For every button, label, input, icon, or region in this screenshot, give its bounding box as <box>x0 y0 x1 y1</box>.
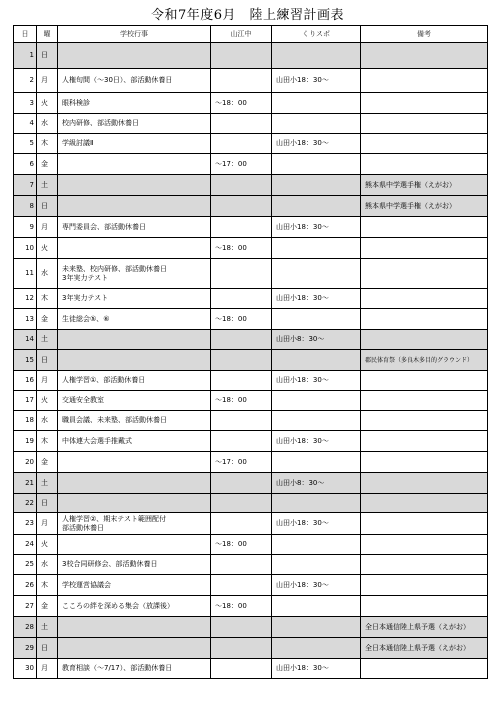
table-row <box>14 452 488 473</box>
remarks-cell <box>361 134 488 154</box>
day-cell: 12 <box>14 289 37 309</box>
remarks-cell <box>361 575 488 596</box>
schedule-body <box>14 43 488 679</box>
kurisupo-cell <box>272 452 361 473</box>
yamae-cell <box>211 555 272 575</box>
kurisupo-cell: 山田小18：30～ <box>272 289 361 309</box>
yamae-cell <box>211 289 272 309</box>
school-event-cell: 職員会議、未来塾、部活動休養日 <box>58 411 211 431</box>
school-event-cell <box>58 175 211 196</box>
remarks-cell: 熊本県中学選手権（えがお） <box>361 196 488 217</box>
table-row <box>14 638 488 659</box>
weekday-cell: 金 <box>37 154 58 175</box>
kurisupo-cell: 山田小18：30～ <box>272 69 361 93</box>
table-row <box>14 596 488 617</box>
table-row <box>14 431 488 452</box>
day-cell: 21 <box>14 473 37 494</box>
remarks-cell <box>361 411 488 431</box>
remarks-cell <box>361 93 488 114</box>
header-kurisupo: くりスポ <box>272 26 361 43</box>
weekday-cell: 日 <box>37 638 58 659</box>
weekday-cell: 月 <box>37 513 58 535</box>
weekday-cell: 火 <box>37 535 58 555</box>
yamae-cell <box>211 411 272 431</box>
school-event-cell: 専門委員会、部活動休養日 <box>58 217 211 238</box>
table-row <box>14 175 488 196</box>
kurisupo-cell <box>272 596 361 617</box>
kurisupo-cell: 山田小8：30～ <box>272 473 361 494</box>
yamae-cell <box>211 659 272 679</box>
table-row <box>14 371 488 391</box>
table-row <box>14 69 488 93</box>
school-event-cell <box>58 259 211 289</box>
remarks-cell <box>361 309 488 330</box>
day-cell: 9 <box>14 217 37 238</box>
school-event-cell <box>58 513 211 535</box>
school-event-cell <box>58 452 211 473</box>
weekday-cell: 木 <box>37 431 58 452</box>
day-cell: 5 <box>14 134 37 154</box>
kurisupo-cell: 山田小18：30～ <box>272 217 361 238</box>
header-weekday: 曜 <box>37 26 58 43</box>
school-event-cell: 人権旬間（～30日）、部活動休養日 <box>58 69 211 93</box>
table-row <box>14 494 488 513</box>
remarks-cell: 全日本通信陸上県予選（えがお） <box>361 617 488 638</box>
day-cell: 23 <box>14 513 37 535</box>
remarks-cell <box>361 330 488 350</box>
kurisupo-cell <box>272 175 361 196</box>
table-row <box>14 555 488 575</box>
weekday-cell: 金 <box>37 452 58 473</box>
day-cell: 17 <box>14 391 37 411</box>
header-remarks: 備考 <box>361 26 488 43</box>
weekday-cell: 月 <box>37 371 58 391</box>
yamae-cell <box>211 43 272 69</box>
kurisupo-cell <box>272 309 361 330</box>
remarks-cell <box>361 452 488 473</box>
weekday-cell: 土 <box>37 175 58 196</box>
header-row <box>14 26 488 43</box>
weekday-cell: 水 <box>37 555 58 575</box>
table-row <box>14 196 488 217</box>
school-event-cell <box>58 350 211 371</box>
school-event-line: 部活動休養日 <box>62 523 104 532</box>
yamae-cell <box>211 431 272 452</box>
weekday-cell: 土 <box>37 617 58 638</box>
remarks-cell <box>361 596 488 617</box>
school-event-cell: 校内研修、部活動休養日 <box>58 114 211 134</box>
yamae-cell <box>211 196 272 217</box>
remarks-cell <box>361 238 488 259</box>
yamae-cell: ～18：00 <box>211 309 272 330</box>
school-event-line: 人権学習②、期末テスト範囲配付 <box>62 514 166 523</box>
yamae-cell: ～17：00 <box>211 452 272 473</box>
day-cell: 13 <box>14 309 37 330</box>
school-event-cell: 学級討議Ⅱ <box>58 134 211 154</box>
kurisupo-cell <box>272 617 361 638</box>
kurisupo-cell <box>272 196 361 217</box>
remarks-cell <box>361 114 488 134</box>
table-row <box>14 513 488 535</box>
remarks-cell: 熊本県中学選手権（えがお） <box>361 175 488 196</box>
table-row <box>14 114 488 134</box>
day-cell: 2 <box>14 69 37 93</box>
kurisupo-cell <box>272 238 361 259</box>
day-cell: 11 <box>14 259 37 289</box>
school-event-cell <box>58 330 211 350</box>
school-event-cell: 3校合同研修会、部活動休養日 <box>58 555 211 575</box>
weekday-cell: 木 <box>37 289 58 309</box>
school-event-cell: 中体連大会選手推戴式 <box>58 431 211 452</box>
remarks-cell <box>361 494 488 513</box>
remarks-cell <box>361 154 488 175</box>
weekday-cell: 日 <box>37 350 58 371</box>
weekday-cell: 水 <box>37 411 58 431</box>
yamae-cell: ～18：00 <box>211 391 272 411</box>
yamae-cell: ～18：00 <box>211 238 272 259</box>
table-row <box>14 238 488 259</box>
table-row <box>14 350 488 371</box>
weekday-cell: 日 <box>37 196 58 217</box>
kurisupo-cell <box>272 350 361 371</box>
school-event-cell: 人権学習①、部活動休養日 <box>58 371 211 391</box>
kurisupo-cell <box>272 154 361 175</box>
kurisupo-cell <box>272 114 361 134</box>
yamae-cell <box>211 175 272 196</box>
day-cell: 25 <box>14 555 37 575</box>
school-event-cell: 3年実力テスト <box>58 289 211 309</box>
day-cell: 4 <box>14 114 37 134</box>
day-cell: 15 <box>14 350 37 371</box>
table-row <box>14 391 488 411</box>
yamae-cell: ～18：00 <box>211 535 272 555</box>
remarks-cell <box>361 289 488 309</box>
school-event-cell: 学校運営協議会 <box>58 575 211 596</box>
yamae-cell <box>211 350 272 371</box>
kurisupo-cell: 山田小18：30～ <box>272 575 361 596</box>
header-yamae: 山江中 <box>211 26 272 43</box>
day-cell: 24 <box>14 535 37 555</box>
weekday-cell: 火 <box>37 238 58 259</box>
remarks-cell <box>361 535 488 555</box>
day-cell: 3 <box>14 93 37 114</box>
yamae-cell <box>211 330 272 350</box>
day-cell: 28 <box>14 617 37 638</box>
schedule-table <box>13 25 488 679</box>
day-cell: 14 <box>14 330 37 350</box>
weekday-cell: 水 <box>37 259 58 289</box>
table-row <box>14 134 488 154</box>
school-event-line: 未来塾、校内研修、部活動休養日 <box>62 264 167 273</box>
day-cell: 29 <box>14 638 37 659</box>
weekday-cell: 月 <box>37 69 58 93</box>
kurisupo-cell <box>272 391 361 411</box>
table-row <box>14 659 488 679</box>
day-cell: 6 <box>14 154 37 175</box>
table-row <box>14 330 488 350</box>
remarks-cell <box>361 473 488 494</box>
weekday-cell: 月 <box>37 217 58 238</box>
table-row <box>14 473 488 494</box>
kurisupo-cell: 山田小8：30～ <box>272 330 361 350</box>
weekday-cell: 金 <box>37 309 58 330</box>
school-event-cell <box>58 638 211 659</box>
day-cell: 20 <box>14 452 37 473</box>
table-row <box>14 154 488 175</box>
remarks-cell <box>361 69 488 93</box>
school-event-cell <box>58 617 211 638</box>
remarks-cell: 全日本通信陸上県予選（えがお） <box>361 638 488 659</box>
school-event-cell: 眼科検診 <box>58 93 211 114</box>
table-row <box>14 309 488 330</box>
yamae-cell <box>211 617 272 638</box>
yamae-cell: ～18：00 <box>211 596 272 617</box>
yamae-cell <box>211 69 272 93</box>
table-row <box>14 575 488 596</box>
table-row <box>14 259 488 289</box>
yamae-cell <box>211 217 272 238</box>
yamae-cell <box>211 114 272 134</box>
remarks-cell <box>361 391 488 411</box>
page-title: 令和7年度6月 陸上練習計画表 <box>150 8 345 23</box>
school-event-cell <box>58 196 211 217</box>
school-event-cell <box>58 238 211 259</box>
day-cell: 16 <box>14 371 37 391</box>
table-row <box>14 93 488 114</box>
weekday-cell: 月 <box>37 659 58 679</box>
table-row <box>14 217 488 238</box>
yamae-cell <box>211 134 272 154</box>
weekday-cell: 土 <box>37 330 58 350</box>
weekday-cell: 金 <box>37 596 58 617</box>
yamae-cell: ～18：00 <box>211 93 272 114</box>
table-row <box>14 617 488 638</box>
yamae-cell <box>211 575 272 596</box>
day-cell: 30 <box>14 659 37 679</box>
school-event-cell: 交通安全教室 <box>58 391 211 411</box>
remarks-cell <box>361 43 488 69</box>
weekday-cell: 日 <box>37 43 58 69</box>
school-event-cell <box>58 494 211 513</box>
kurisupo-cell: 山田小18：30～ <box>272 659 361 679</box>
table-row <box>14 535 488 555</box>
kurisupo-cell <box>272 411 361 431</box>
table-row <box>14 289 488 309</box>
table-row <box>14 411 488 431</box>
kurisupo-cell <box>272 259 361 289</box>
yamae-cell <box>211 259 272 289</box>
kurisupo-cell <box>272 555 361 575</box>
yamae-cell <box>211 513 272 535</box>
remarks-cell <box>361 217 488 238</box>
kurisupo-cell: 山田小18：30～ <box>272 134 361 154</box>
day-cell: 8 <box>14 196 37 217</box>
kurisupo-cell <box>272 494 361 513</box>
school-event-cell <box>58 154 211 175</box>
yamae-cell <box>211 371 272 391</box>
weekday-cell: 火 <box>37 391 58 411</box>
school-event-cell: こころの絆を深める集会（放課後） <box>58 596 211 617</box>
school-event-cell <box>58 473 211 494</box>
yamae-cell: ～17：00 <box>211 154 272 175</box>
day-cell: 1 <box>14 43 37 69</box>
remarks-cell <box>361 555 488 575</box>
kurisupo-cell <box>272 535 361 555</box>
day-cell: 27 <box>14 596 37 617</box>
weekday-cell: 木 <box>37 575 58 596</box>
kurisupo-cell: 山田小18：30～ <box>272 513 361 535</box>
kurisupo-cell <box>272 43 361 69</box>
school-event-cell: 生徒総会⑤、⑥ <box>58 309 211 330</box>
school-event-cell <box>58 43 211 69</box>
kurisupo-cell <box>272 93 361 114</box>
remarks-cell <box>361 371 488 391</box>
weekday-cell: 土 <box>37 473 58 494</box>
day-cell: 7 <box>14 175 37 196</box>
remarks-cell <box>361 659 488 679</box>
yamae-cell <box>211 638 272 659</box>
day-cell: 19 <box>14 431 37 452</box>
header-day: 日 <box>14 26 37 43</box>
weekday-cell: 日 <box>37 494 58 513</box>
day-cell: 10 <box>14 238 37 259</box>
remarks-cell <box>361 513 488 535</box>
school-event-line: 3年実力テスト <box>62 273 109 282</box>
day-cell: 18 <box>14 411 37 431</box>
weekday-cell: 火 <box>37 93 58 114</box>
school-event-cell: 教育相談（～7/17）、部活動休養日 <box>58 659 211 679</box>
weekday-cell: 水 <box>37 114 58 134</box>
kurisupo-cell: 山田小18：30～ <box>272 371 361 391</box>
day-cell: 26 <box>14 575 37 596</box>
yamae-cell <box>211 494 272 513</box>
remarks-cell <box>361 259 488 289</box>
school-event-cell <box>58 535 211 555</box>
remarks-cell <box>361 431 488 452</box>
kurisupo-cell: 山田小18：30～ <box>272 431 361 452</box>
kurisupo-cell <box>272 638 361 659</box>
yamae-cell <box>211 473 272 494</box>
day-cell: 22 <box>14 494 37 513</box>
header-school-events: 学校行事 <box>58 26 211 43</box>
remarks-cell: 郡民体育祭（多良木多目的グラウンド） <box>361 350 488 371</box>
table-row <box>14 43 488 69</box>
weekday-cell: 木 <box>37 134 58 154</box>
